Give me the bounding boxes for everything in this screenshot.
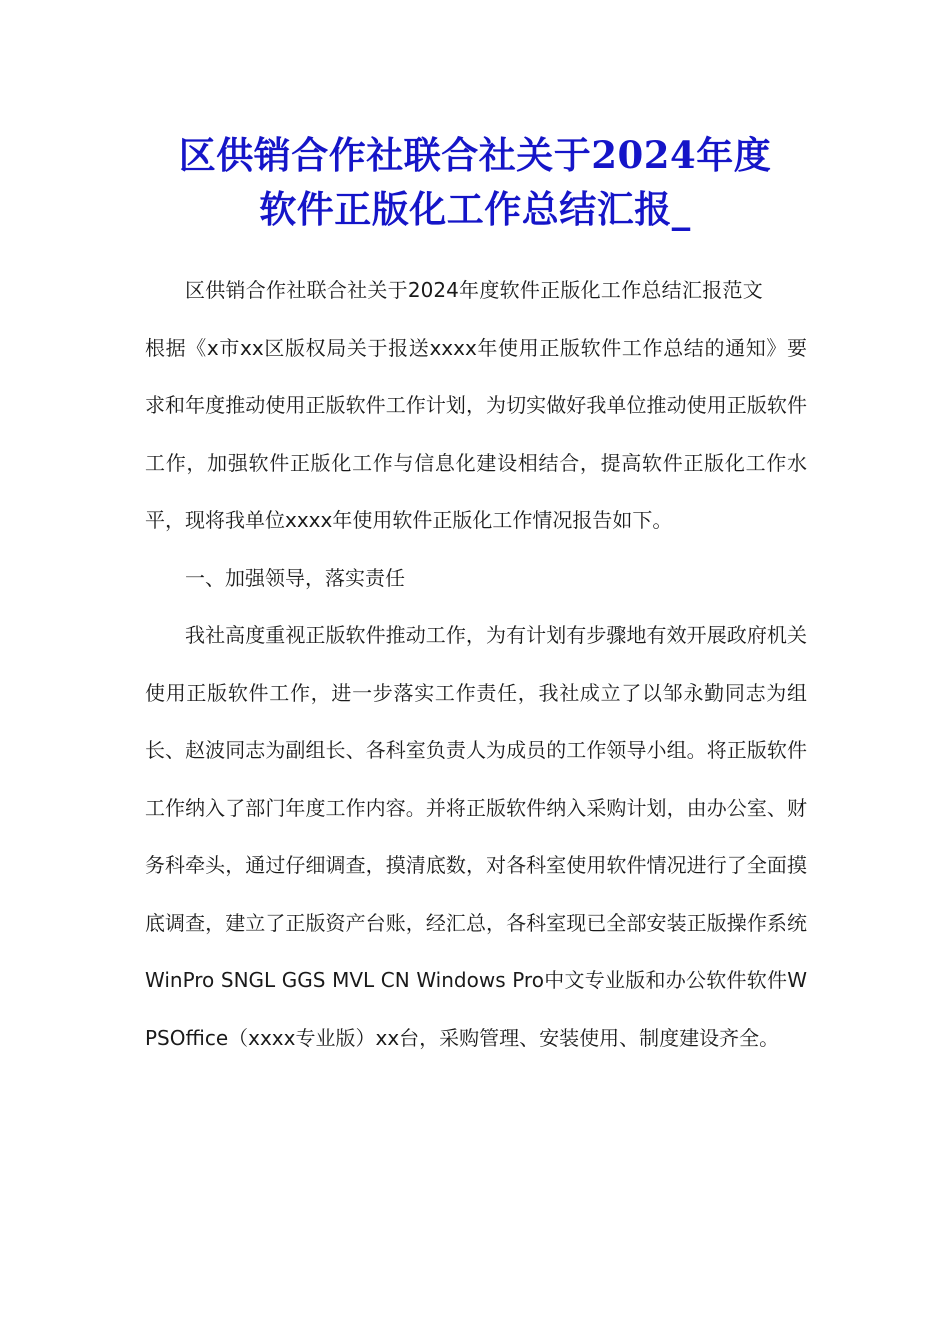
title-line-1: 区供销合作社联合社关于2024年度 xyxy=(178,133,772,177)
paragraph-section-1: 我社高度重视正版软件推动工作，为有计划有步骤地有效开展政府机关使用正版软件工作，进一步落实工作责任，我社成立了以邹永勤同志为组长、赵波同志为副组长、各科室负责人为成员的工作领导小组。将正版软件工作纳入了部门年度工作内容。并将正版软件纳入采购计划，由办公室、财务科牵头，通过仔细调查，摸清底数，对各科室使用软件情况进行了全面摸底调查，建立了正版资产台账，经汇总，各科室现已全部安装正版操作系统WinPro SNGL GGS MVL CN Windows Pro中文专业版和办公软件软件WPSOffice（xxxx专业版）xx台，采购管理、安装使用、制度建设齐全。 xyxy=(145,623,807,1050)
intro-heading-text: 区供销合作社联合社关于2024年度软件正版化工作总结汇报范文 xyxy=(185,278,763,302)
title-line-2: 软件正版化工作总结汇报_ xyxy=(259,187,691,231)
intro-body-text: 根据《x市xx区版权局关于报送xxxx年使用正版软件工作总结的通知》要求和年度推动使用正版软件工作计划，为切实做好我单位推动使用正版软件工作，加强软件正版化工作与信息化建设相结合，提高软件正版化工作水平，现将我单位xxxx年使用软件正版化工作情况报告如下。 xyxy=(145,335,807,532)
document-body xyxy=(145,262,807,1067)
section-heading-1: 一、加强领导，落实责任 xyxy=(185,565,405,590)
paragraph-intro xyxy=(145,262,807,550)
document-title xyxy=(140,128,810,236)
